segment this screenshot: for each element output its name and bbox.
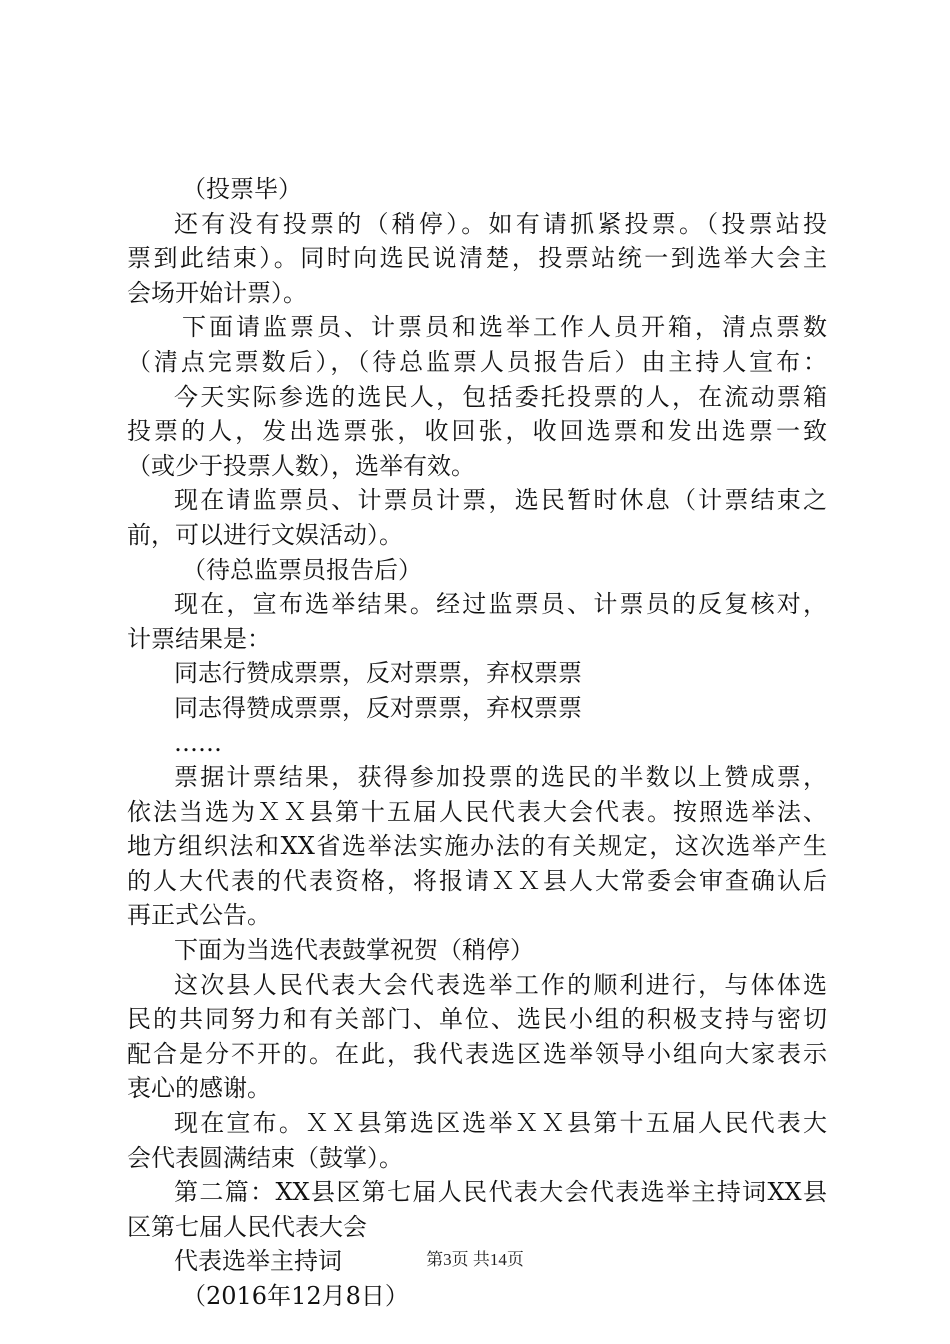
text-line: 现在，宣布选举结果。经过监票员、计票员的反复核对， [174, 590, 827, 619]
text-line: （或少于投票人数），选举有效。 [127, 451, 475, 480]
text-line: 同志得赞成票票，反对票票，弃权票票 [174, 693, 582, 722]
text-line: 计票结果是： [127, 624, 271, 653]
text-line: 现在宣布。ＸＸ县第选区选举ＸＸ县第十五届人民代表大 [174, 1109, 827, 1138]
document-body [127, 172, 827, 1314]
text-line: 的人大代表的代表资格，将报请ＸＸ县人大常委会审查确认后 [127, 866, 827, 895]
text-line: 下面请监票员、计票员和选举工作人员开箱，清点票数 [182, 313, 827, 342]
text-line: 依法当选为ＸＸ县第十五届人民代表大会代表。按照选举法、 [127, 797, 827, 826]
text-line: 会代表圆满结束（鼓掌）。 [127, 1143, 403, 1172]
text-line: 衷心的感谢。 [127, 1074, 271, 1103]
text-line: 会场开始计票）。 [127, 278, 307, 307]
page-footer: 第3页 共14页 [426, 1250, 524, 1269]
text-line: （2016年12月8日） [182, 1282, 409, 1310]
text-line: 票据计票结果，获得参加投票的选民的半数以上赞成票， [174, 763, 827, 792]
text-line: 票到此结束）。同时向选民说清楚，投票站统一到选举大会主 [127, 244, 827, 273]
text-line: 再正式公告。 [127, 901, 271, 930]
text-line: 下面为当选代表鼓掌祝贺（稍停） [174, 936, 534, 965]
text-line: 前，可以进行文娱活动）。 [127, 520, 403, 549]
text-line: 今天实际参选的选民人，包括委托投票的人，在流动票箱 [174, 382, 827, 411]
text-line: 现在请监票员、计票员计票，选民暂时休息（计票结束之 [174, 486, 827, 515]
text-line: 同志行赞成票票，反对票票，弃权票票 [174, 659, 582, 688]
text-line: （投票毕） [182, 175, 302, 203]
text-line: 区第七届人民代表大会 [127, 1212, 367, 1241]
text-line: 还有没有投票的（稍停）。如有请抓紧投票。（投票站投 [174, 209, 827, 238]
text-line: （清点完票数后），（待总监票人员报告后）由主持人宣布： [127, 347, 827, 376]
text-line: 代表选举主持词 [174, 1247, 342, 1276]
text-line: 投票的人，发出选票张，收回张，收回选票和发出选票一致 [127, 417, 827, 446]
text-line: …… [174, 728, 222, 757]
text-line: 民的共同努力和有关部门、单位、选民小组的积极支持与密切 [127, 1005, 827, 1034]
text-line: 这次县人民代表大会代表选举工作的顺利进行，与体体选 [174, 970, 827, 999]
text-line: 地方组织法和XX省选举法实施办法的有关规定，这次选举产生 [127, 832, 827, 861]
text-line: 配合是分不开的。在此，我代表选区选举领导小组向大家表示 [127, 1039, 827, 1068]
text-line: 第二篇：XX县区第七届人民代表大会代表选举主持词XX县 [174, 1178, 827, 1207]
text-line: （待总监票员报告后） [182, 555, 422, 584]
